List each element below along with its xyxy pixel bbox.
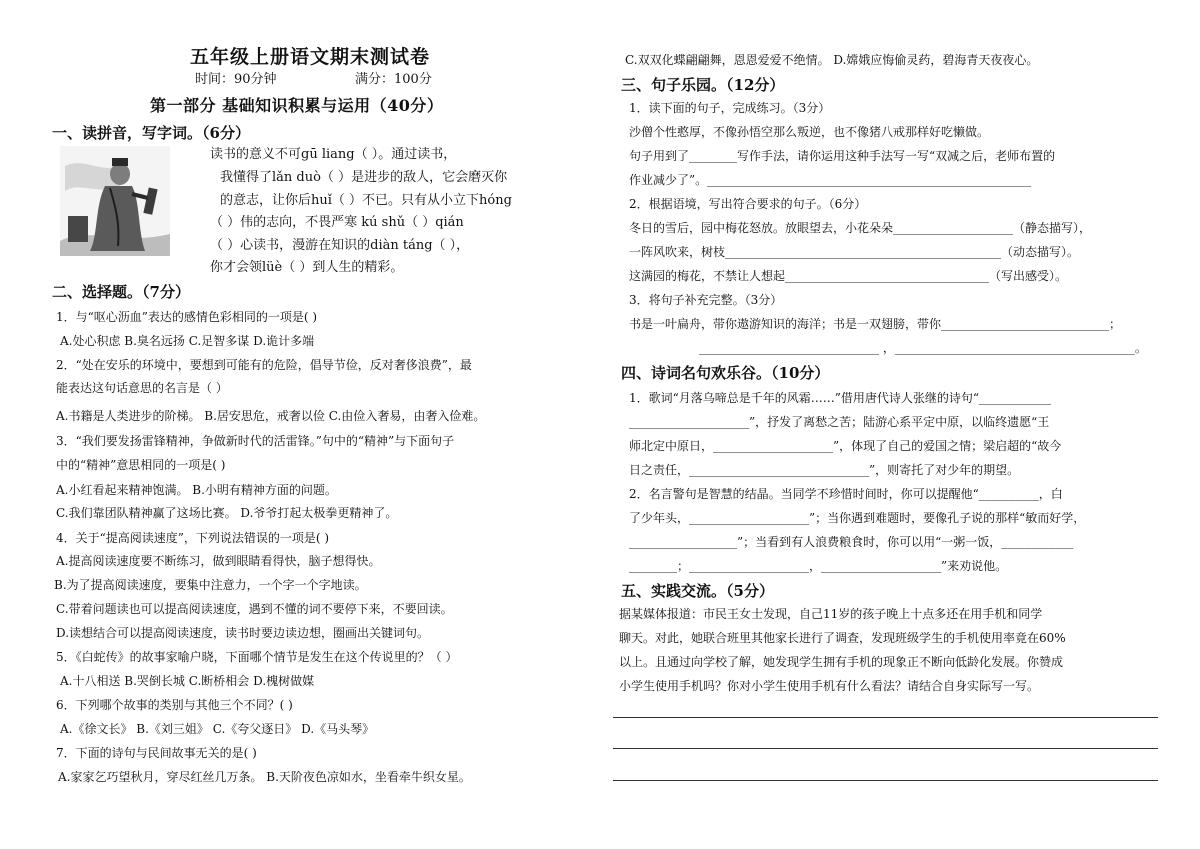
- question-text: 冬日的雪后，园中梅花怒放。放眼望去，小花朵朵____________________（静态描写），: [629, 221, 1092, 235]
- exam-score: 满分：100分: [355, 72, 432, 87]
- section-4-heading: 四、诗词名句欢乐谷。（10分）: [621, 364, 830, 382]
- question-text: 7．下面的诗句与民间故事无关的是( ): [56, 746, 257, 760]
- option-line: A.处心积虑 B.臭名远扬 C.足智多谋 D.诡计多端: [60, 334, 315, 348]
- question-text: 1．歌词“月落乌啼总是千年的风霜……”借用唐代诗人张继的诗句“____________: [629, 391, 1052, 405]
- option-line: C.双双化蝶翩翩舞，恩恩爱爱不绝情。 D.嫦娥应悔偷灵药，碧海青天夜夜心。: [625, 53, 1039, 67]
- question-text: 句子用到了________写作手法，请你运用这种手法写一写“双减之后，老师布置的: [629, 149, 1056, 163]
- section-2-heading: 二、选择题。（7分）: [52, 283, 190, 301]
- option-line: A.《徐文长》 B.《刘三姐》 C.《夸父逐日》 D.《马头琴》: [60, 722, 375, 736]
- question-text: 3．将句子补充完整。（3分）: [629, 293, 783, 307]
- part-one-heading: 第一部分 基础知识积累与运用（40分）: [150, 96, 444, 115]
- question-text: __________________”；当看到有人浪费粮食时，你可以用“一粥一饭，____________: [629, 535, 1074, 549]
- question-text: 能表达这句话意思的名言是（ ）: [56, 381, 228, 395]
- question-text: 6．下列哪个故事的类别与其他三个不同？( ): [56, 698, 293, 712]
- scholar-reading-illustration: [60, 146, 170, 256]
- passage-line: 据某媒体报道：市民王女士发现，自己11岁的孩子晚上十点多还在用手机和同学: [619, 607, 1043, 621]
- pinyin-line-5: （ ）心读书，漫游在知识的diàn táng（ ），: [210, 238, 470, 253]
- option-line: C.我们靠团队精神赢了这场比赛。 D.爷爷打起太极拳更精神了。: [56, 506, 398, 520]
- pinyin-line-6: 你才会领lüè（ ）到人生的精彩。: [210, 260, 404, 275]
- question-text: 书是一叶扁舟，带你遨游知识的海洋；书是一双翅膀，带你____________________________；: [629, 317, 1122, 331]
- question-text: 5．《白蛇传》的故事家喻户晓，下面哪个情节是发生在这个传说里的？（ ）: [56, 650, 458, 664]
- answer-line[interactable]: [613, 780, 1158, 781]
- question-text: 日之责任，______________________________”，则寄托了对少年的期望。: [629, 463, 1020, 477]
- option-line: A.十八相送 B.哭倒长城 C.断桥相会 D.槐树做媒: [60, 674, 315, 688]
- option-line: A.小红看起来精神饱满。 B.小明有精神方面的问题。: [56, 483, 337, 497]
- question-text: ______________________________ ，________________________________________。: [699, 341, 1147, 355]
- question-text: ____________________”，抒发了离愁之苦；陆游心系平定中原，以临终遗愿“王: [629, 415, 1050, 429]
- question-text: 2．“处在安乐的环境中，要想到可能有的危险，倡导节俭，反对奢侈浪费”，最: [56, 358, 472, 372]
- question-text: 作业减少了”。______________________________________________________: [629, 173, 1032, 187]
- passage-line: 以上。且通过向学校了解，她发现学生拥有手机的现象正不断向低龄化发展。你赞成: [619, 655, 1064, 669]
- option-line: C.带着问题读也可以提高阅读速度，遇到不懂的词不要停下来，不要回读。: [56, 602, 453, 616]
- question-text: ________；____________________，____________________”来劝说他。: [629, 559, 1008, 573]
- question-text: 4．关于“提高阅读速度”，下列说法错误的一项是( ): [56, 531, 330, 545]
- section-5-heading: 五、实践交流。（5分）: [621, 582, 774, 600]
- exam-title: 五年级上册语文期末测试卷: [190, 46, 431, 68]
- option-line: D.读想结合可以提高阅读速度，读书时要边读边想，圈画出关键词句。: [56, 626, 430, 640]
- option-line: B.为了提高阅读速度，要集中注意力，一个字一个字地读。: [54, 578, 367, 592]
- question-text: 2．根据语境，写出符合要求的句子。（6分）: [629, 197, 867, 211]
- answer-line[interactable]: [613, 717, 1158, 718]
- question-text: 1．读下面的句子，完成练习。（3分）: [629, 101, 831, 115]
- exam-time: 时间：90分钟: [195, 72, 277, 87]
- question-text: 了少年头，____________________”；当你遇到难题时，要像孔子说的那样“敏而好学，: [629, 511, 1086, 525]
- question-text: 中的“精神”意思相同的一项是( ): [56, 458, 226, 472]
- passage-line: 聊天。对此，她联合班里其他家长进行了调查，发现班级学生的手机使用率竟在60%: [619, 631, 1066, 645]
- question-text: 2．名言警句是智慧的结晶。当同学不珍惜时间时，你可以提醒他“__________，白: [629, 487, 1063, 501]
- pinyin-line-3: 的意志，让你后huǐ（ ）不已。只有从小立下hóng: [220, 193, 512, 208]
- option-line: A.提高阅读速度要不断练习，做到眼睛看得快，脑子想得快。: [56, 554, 381, 568]
- option-line: A.家家乞巧望秋月，穿尽红丝几万条。 B.天阶夜色凉如水，坐看牵牛织女星。: [58, 770, 471, 784]
- passage-line: 小学生使用手机吗？你对小学生使用手机有什么看法？请结合自身实际写一写。: [619, 679, 1040, 693]
- question-text: 3．“我们要发扬雷锋精神，争做新时代的活雷锋。”句中的“精神”与下面句子: [56, 434, 455, 448]
- answer-line[interactable]: [613, 748, 1158, 749]
- question-text: 一阵风吹来，树枝______________________________________________（动态描写）。: [629, 245, 1080, 259]
- question-text: 师北定中原日，____________________”，体现了自己的爱国之情；梁启超的“故今: [629, 439, 1062, 453]
- pinyin-line-2: 我懂得了lǎn duò（ ）是进步的敌人，它会磨灭你: [220, 170, 508, 185]
- section-3-heading: 三、句子乐园。（12分）: [621, 76, 785, 94]
- question-text: 沙僧个性憨厚，不像孙悟空那么叛逆，也不像猪八戒那样好吃懒做。: [629, 125, 990, 139]
- question-text: 这满园的梅花，不禁让人想起__________________________________（写出感受）。: [629, 269, 1068, 283]
- question-text: 1．与“呕心沥血”表达的感情色彩相同的一项是( ): [56, 310, 318, 324]
- section-1-heading: 一、读拼音，写字词。（6分）: [52, 124, 250, 142]
- option-line: A.书籍是人类进步的阶梯。 B.居安思危，戒奢以俭 C.由俭入奢易，由奢入俭难。: [56, 409, 486, 423]
- pinyin-line-4: （ ）伟的志向，不畏严寒 kú shǔ（ ）qián: [210, 215, 464, 230]
- pinyin-line-1: 读书的意义不可gū liang（ ）。通过读书，: [210, 147, 457, 162]
